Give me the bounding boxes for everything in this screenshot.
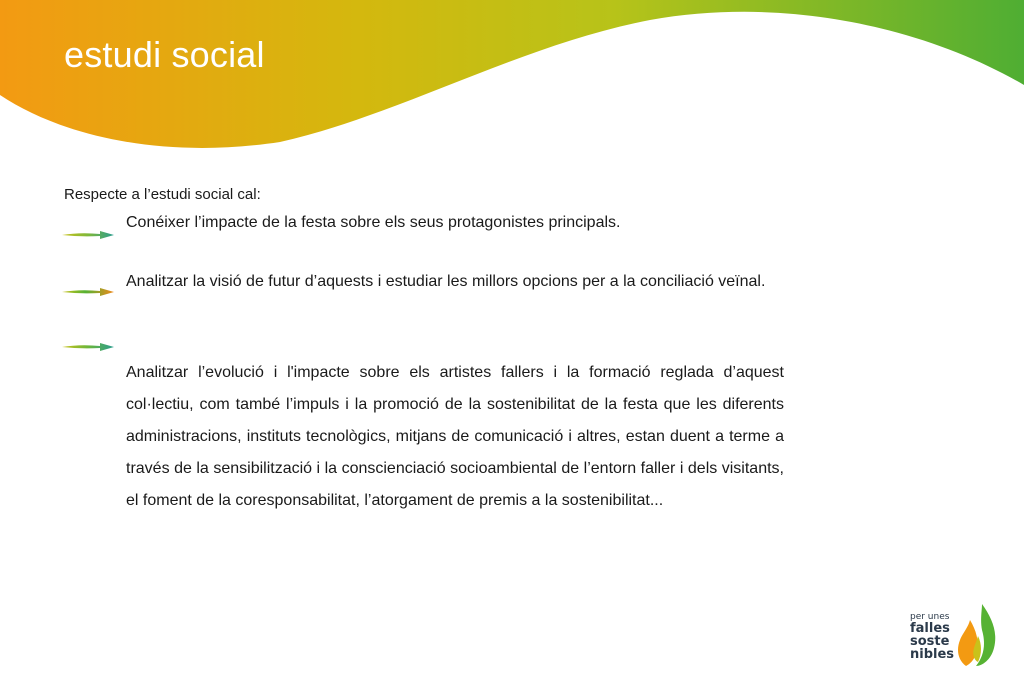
logo-line-2: falles — [910, 621, 950, 636]
falles-sostenibles-logo — [910, 600, 1010, 672]
arrow-icon — [60, 229, 116, 241]
header-wave-banner — [0, 0, 1024, 160]
flame-icon — [952, 600, 1000, 670]
arrow-icon — [60, 286, 116, 298]
logo-line-3: soste — [910, 634, 950, 649]
arrow-icon — [60, 341, 116, 353]
point-1-text: Conéixer l’impacte de la festa sobre els seus protagonistes principals. — [126, 214, 621, 231]
point-3-text: Analitzar l’evolució i l'impacte sobre els artistes fallers i la formació reglada d’aquest col·lectiu, com també l’impuls i la promoció de la sostenibilitat de la festa que les diferents administracions, instituts tecnològics, mitjans de comunicació i altres, estan duent a terme a través de la sensibilització i la conscienciació socioambiental de l’entorn faller i dels visitants, el foment de la coresponsabilitat, l’atorgament de premis a la sostenibilitat... — [126, 364, 784, 509]
logo-line-1: per unes — [910, 612, 950, 622]
slide-title: estudi social — [64, 34, 265, 75]
point-2-text: Analitzar la visió de futur d’aquests i estudiar les millors opcions per a la conciliació veïnal. — [126, 273, 766, 290]
logo-wordmark — [910, 600, 954, 661]
intro-text: Respecte a l’estudi social cal: — [64, 186, 261, 203]
logo-line-4: nibles — [910, 647, 955, 662]
